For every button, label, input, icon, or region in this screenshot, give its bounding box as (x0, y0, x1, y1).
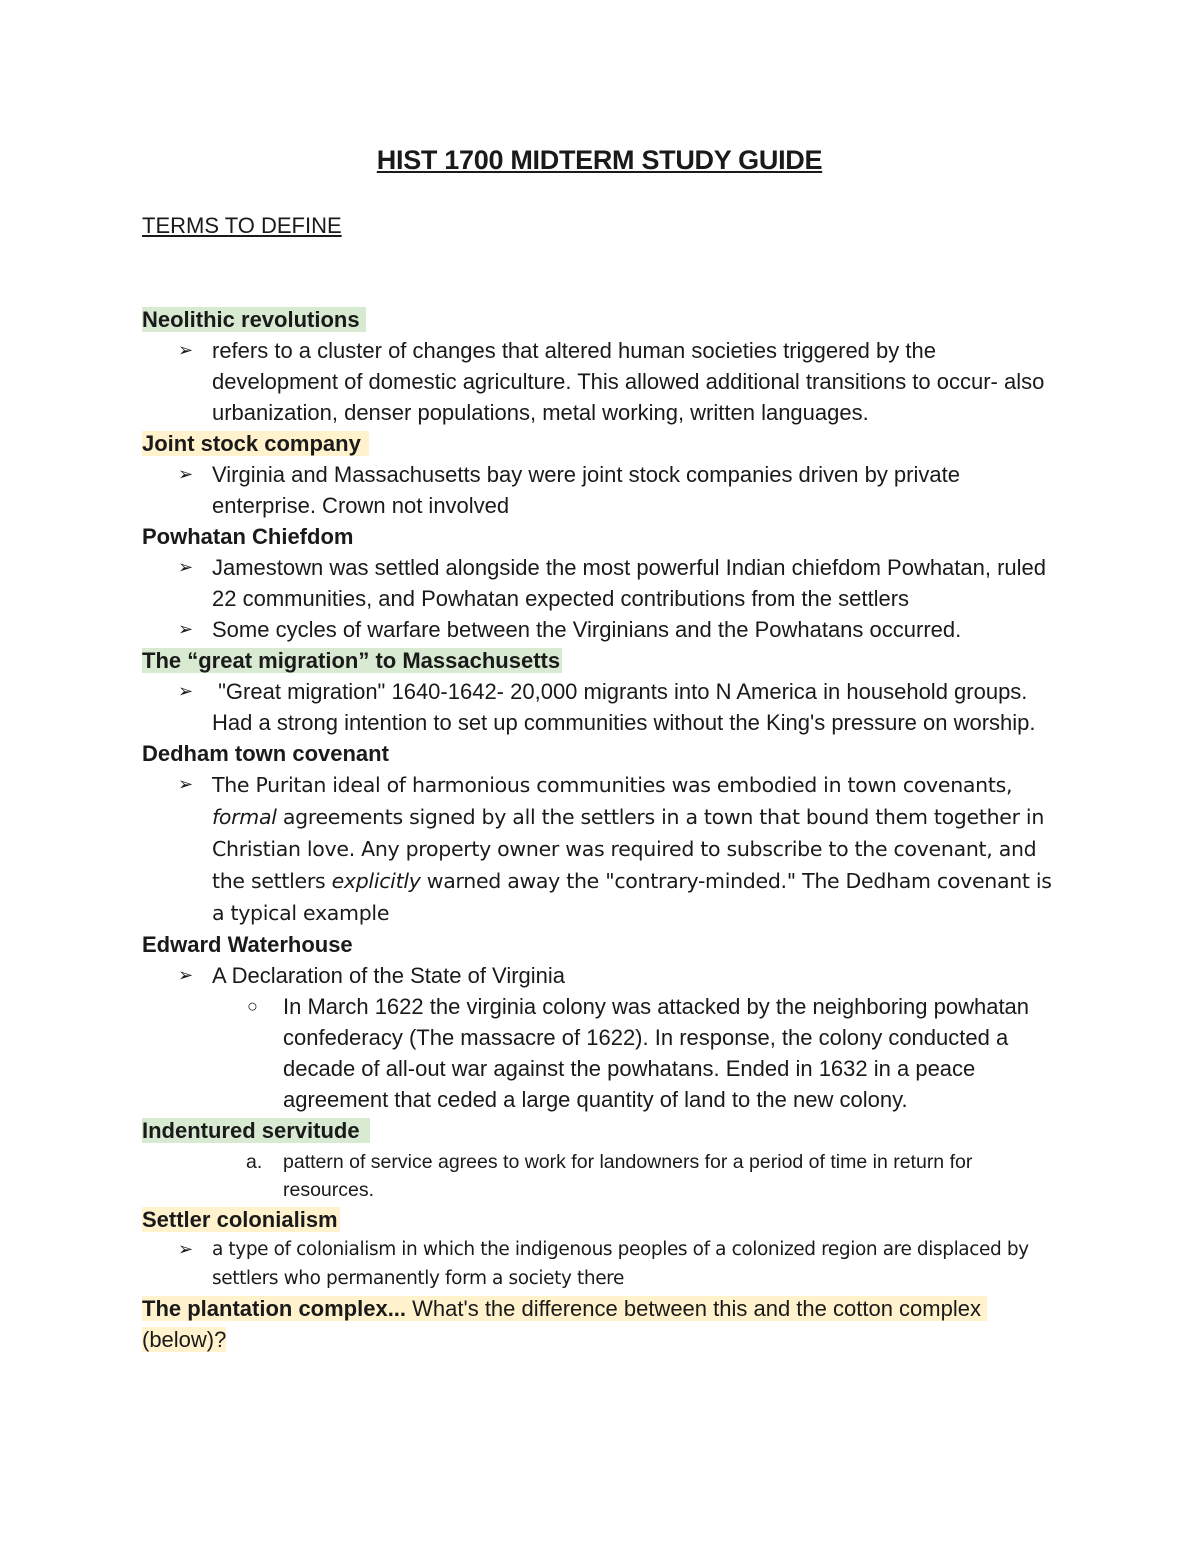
arrow-bullet-icon: ➢ (178, 965, 194, 985)
document-title: HIST 1700 MIDTERM STUDY GUIDE (376, 145, 823, 175)
highlighted-question (142, 1296, 987, 1352)
lettered-list-item (142, 1148, 1057, 1204)
term-question (142, 1293, 1057, 1355)
item-text-italic: explicitly (331, 869, 421, 893)
term-heading (142, 428, 1057, 459)
term-name: Powhatan Chiefdom (142, 524, 354, 549)
arrow-bullet-icon: ➢ (178, 340, 194, 360)
term-heading (142, 521, 1057, 552)
item-text: Jamestown was settled alongside the most powerful Indian chiefdom Powhatan, ruled 22 communities, and Powhatan expected contributions from the settlers (212, 555, 1047, 611)
item-text-part: warned away the "contrary-minded." The Dedham covenant is a typical example (212, 869, 1052, 925)
arrow-bullet-icon: ➢ (178, 619, 194, 639)
item-text: Virginia and Massachusetts bay were joint stock companies driven by private enterprise. Crown not involved (212, 462, 960, 518)
item-text: a type of colonialism in which the indigenous peoples of a colonized region are displaced by settlers who permanently form a society there (212, 1239, 1029, 1289)
term-heading (142, 929, 1057, 960)
term-name: The “great migration” to Massachusetts (142, 648, 561, 673)
spacer (142, 242, 1057, 304)
term-heading (142, 738, 1057, 769)
item-text-part: The Puritan ideal of harmonious communities was embodied in town covenants, (212, 773, 1013, 797)
list-item (142, 960, 1057, 991)
term-name: Settler colonialism (142, 1207, 338, 1232)
arrow-bullet-icon: ➢ (178, 1239, 193, 1260)
list-item (142, 1235, 1057, 1293)
term-name: Dedham town covenant (142, 741, 389, 766)
term-name: Joint stock company (142, 431, 369, 456)
term-name: Neolithic revolutions (142, 307, 366, 332)
arrow-bullet-icon: ➢ (178, 681, 194, 701)
list-item (142, 552, 1057, 614)
term-heading (142, 304, 1057, 335)
list-marker: a. (246, 1151, 263, 1173)
term-name: The plantation complex... (142, 1296, 407, 1321)
term-name: Indentured servitude (142, 1118, 370, 1143)
item-text-part: agreements signed by all the settlers in a town that bound them together in Christian love. Any property owner was required to subscribe to the covenant, and the settlers (212, 805, 1045, 893)
list-item (142, 614, 1057, 645)
term-heading (142, 645, 1057, 676)
list-item (142, 459, 1057, 521)
item-text: refers to a cluster of changes that altered human societies triggered by the development of domestic agriculture. This allowed additional transitions to occur- also urbanization, denser populations, metal working, written languages. (212, 338, 1045, 425)
document-page (142, 140, 1057, 1355)
arrow-bullet-icon: ➢ (178, 557, 194, 577)
list-item (142, 769, 1057, 929)
item-text: "Great migration" 1640-1642- 20,000 migrants into N America in household groups. Had a strong intention to set up communities without the King's pressure on worship. (212, 679, 1036, 735)
term-heading (142, 1115, 1057, 1146)
section-heading: TERMS TO DEFINE (142, 213, 342, 238)
list-item (142, 676, 1057, 738)
term-name: Edward Waterhouse (142, 932, 353, 957)
item-text: In March 1622 the virginia colony was attacked by the neighboring powhatan confederacy (The massacre of 1622). In response, the colony conducted a decade of all-out war against the powhatans. Ended in 1632 in a peace agreement that ceded a large quantity of land to the new colony. (283, 994, 1030, 1112)
item-text: pattern of service agrees to work for landowners for a period of time in return for resources. (283, 1151, 973, 1201)
arrow-bullet-icon: ➢ (178, 774, 193, 795)
arrow-bullet-icon: ➢ (178, 464, 194, 484)
item-text: Some cycles of warfare between the Virginians and the Powhatans occurred. (212, 617, 962, 642)
circle-bullet-icon: ○ (247, 996, 258, 1016)
list-item (142, 335, 1057, 428)
item-text: A Declaration of the State of Virginia (212, 963, 566, 988)
term-heading (142, 1204, 1057, 1235)
question-text: What's the difference between this and the cotton complex (below)? (142, 1296, 988, 1352)
item-text-italic: formal (212, 805, 277, 829)
sub-list-item (142, 991, 1057, 1115)
